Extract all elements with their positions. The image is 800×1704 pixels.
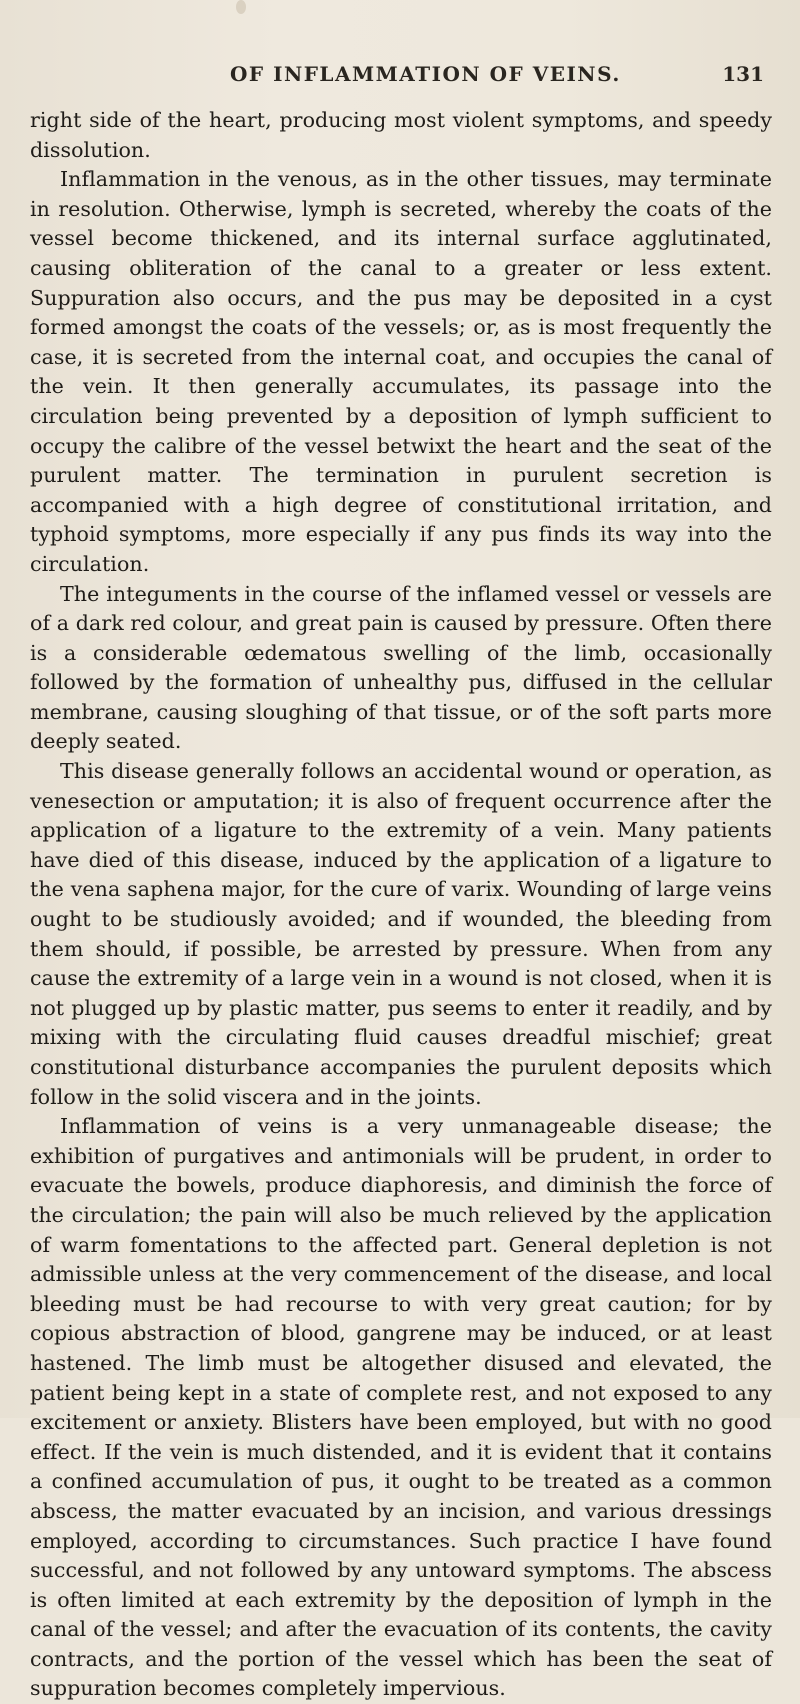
paragraph-terminations: Inflammation in the venous, as in the other tissues, may terminate in resolution. Otherwise, lymph is secreted, whereby the coats of the vessel become thickened, and its internal surface agglutinated, causing obliteration of the canal to a greater or less extent. Suppuration also occurs, and the pus may be deposited in a cyst formed amongst the coats of the vessels; or, as is most frequently the case, it is secreted from the internal coat, and occupies the canal of the vein. It then generally accumulates, its passage into the circulation being prevented by a deposition of lymph sufficient to occupy the calibre of the vessel betwixt the heart and the seat of the purulent matter. The termination in purulent secretion is accompanied with a high degree of constitutional irritation, and typhoid symptoms, more especially if any pus finds its way into the circulation. — [30, 167, 772, 576]
paragraph-treatment: Inflammation of veins is a very unmanageable disease; the exhibition of purgatives and antimonials will be prudent, in order to evacuate the bowels, produce diaphoresis, and diminish the force of the circulation; the pain will also be much relieved by the application of warm fomentations to the affected part. General depletion is not admissible unless at the very commencement of the disease, and local bleeding must be had recourse to with very great caution; for by copious abstraction of blood, gangrene may be induced, or at least hastened. The limb must be altogether disused and elevated, the patient being kept in a state of complete rest, and not exposed to any excitement or anxiety. Blisters have been employed, but with no good effect. If the vein is much distended, and it is evident that it contains a confined accumulation of pus, it ought to be treated as a common abscess, the matter evacuated by an incision, and various dressings employed, according to circumstances. Such practice I have found successful, and not followed by any untoward symptoms. The abscess is often limited at each extremity by the deposition of lymph in the canal of the vessel; and after the evacuation of its contents, the cavity contracts, and the portion of the vessel which has been the seat of suppuration becomes completely impervious. — [30, 1114, 772, 1701]
body-text — [30, 106, 772, 1704]
paragraph-integuments: The integuments in the course of the inflamed vessel or vessels are of a dark red colour, and great pain is caused by pressure. Often there is a considerable œdematous swelling of the limb, occasionally followed by the formation of unhealthy pus, diffused in the cellular membrane, causing sloughing of that tissue, or of the soft parts more deeply seated. — [30, 581, 772, 754]
paragraph-causes: This disease generally follows an accidental wound or operation, as venesection or amputation; it is also of frequent occurrence after the application of a ligature to the extremity of a vein. Many patients have died of this disease, induced by the application of a ligature to the vena saphena major, for the cure of varix. Wounding of large veins ought to be studiously avoided; and if wounded, the bleeding from them should, if possible, be arrested by pressure. When from any cause the extremity of a large vein in a wound is not closed, when it is not plugged up by plastic matter, pus seems to enter it readily, and by mixing with the circulating fluid causes dreadful mischief; great constitutional disturbance accompanies the purulent deposits which follow in the solid viscera and in the joints. — [30, 759, 772, 1109]
paper-stain — [236, 0, 246, 14]
running-head — [30, 62, 772, 88]
paragraph-continuation: right side of the heart, producing most violent symptoms, and speedy dissolution. — [30, 108, 772, 162]
running-title: OF INFLAMMATION OF VEINS. — [230, 62, 621, 86]
page-number: 131 — [722, 62, 764, 86]
